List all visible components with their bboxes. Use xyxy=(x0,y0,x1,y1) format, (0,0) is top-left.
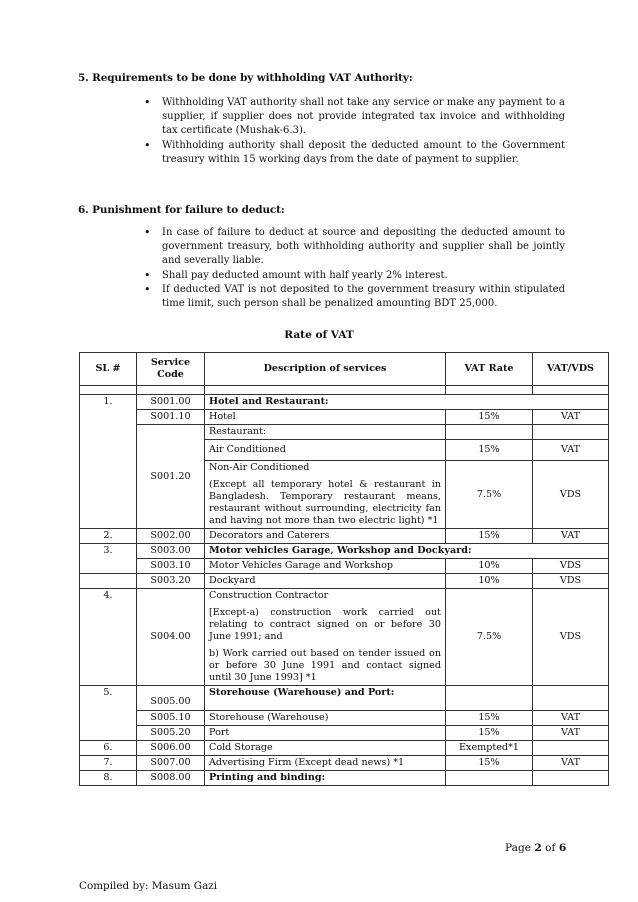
sl-cell: 3. xyxy=(80,544,137,574)
rate-cell xyxy=(446,686,533,711)
table-row xyxy=(80,559,609,574)
table-row xyxy=(80,410,609,425)
code-cell: S001.10 xyxy=(137,410,205,425)
desc-line: (Except all temporary hotel & restaurant in Bangladesh. Temporary restaurant means, restaurant without surrounding, electricity fan and having not more than two electric light) *1 xyxy=(209,479,441,526)
requirements-list xyxy=(147,96,565,167)
table-row xyxy=(80,771,609,786)
code-cell: S006.00 xyxy=(137,741,205,756)
desc-cell: Cold Storage xyxy=(205,741,446,756)
rate-of-vat-title: Rate of VAT xyxy=(284,329,354,341)
desc-cell: Hotel xyxy=(205,410,446,425)
list-item: • Shall pay deducted amount with half yearly 2% interest. xyxy=(147,269,565,283)
rate-cell: 15% xyxy=(446,726,533,741)
type-cell xyxy=(533,741,609,756)
rate-cell: 15% xyxy=(446,440,533,461)
sl-cell: 4. xyxy=(80,589,137,686)
code-cell: S004.00 xyxy=(137,589,205,686)
page-current: 2 xyxy=(534,842,542,854)
code-cell: S003.20 xyxy=(137,574,205,589)
page-prefix: Page xyxy=(505,842,535,854)
header-service-code: Service Code xyxy=(137,353,205,386)
list-item: • Withholding VAT authority shall not take any service or make any payment to a supplier, if supplier does not provide integrated tax invoice and withholding tax certificate (Mushak-6.3). xyxy=(147,96,565,139)
type-cell: VAT xyxy=(533,410,609,425)
desc-cell xyxy=(205,589,446,686)
desc-line: Construction Contractor xyxy=(209,590,329,601)
desc-cell: Storehouse (Warehouse) xyxy=(205,711,446,726)
table-row xyxy=(80,574,609,589)
table-row xyxy=(80,544,609,559)
desc-cell xyxy=(205,461,446,529)
code-cell: S003.10 xyxy=(137,559,205,574)
desc-line: Non-Air Conditioned xyxy=(209,462,310,473)
desc-cell: Decorators and Caterers xyxy=(205,529,446,544)
rate-cell: 15% xyxy=(446,756,533,771)
page-total: 6 xyxy=(558,842,567,854)
rate-cell: 10% xyxy=(446,574,533,589)
table-row xyxy=(80,425,609,440)
rate-cell: 7.5% xyxy=(446,461,533,529)
vat-rate-table xyxy=(79,352,609,786)
type-cell: VAT xyxy=(533,756,609,771)
sl-cell: 8. xyxy=(80,771,137,786)
desc-line: b) Work carried out based on tender issued on or before 30 June 1991 and contact signed until 30 June 1993] *1 xyxy=(209,648,441,683)
rate-cell: Exempted*1 xyxy=(446,741,533,756)
code-cell: S002.00 xyxy=(137,529,205,544)
desc-cell: Air Conditioned xyxy=(205,440,446,461)
rate-cell: 10% xyxy=(446,559,533,574)
desc-cell: Port xyxy=(205,726,446,741)
type-cell: VDS xyxy=(533,461,609,529)
code-cell: S003.00 xyxy=(137,544,205,559)
table-row xyxy=(80,741,609,756)
type-cell: VDS xyxy=(533,574,609,589)
sl-cell xyxy=(80,574,137,589)
sl-cell: 6. xyxy=(80,741,137,756)
desc-line: [Except-a) construction work carried out relating to contract signed on or before 30 June 1991; and xyxy=(209,607,441,642)
rate-cell: 15% xyxy=(446,410,533,425)
code-cell: S005.00 xyxy=(137,686,205,711)
section-heading-requirements: 5. Requirements to be done by withholding VAT Authority: xyxy=(78,72,413,84)
rate-cell xyxy=(446,425,533,440)
header-vat-rate: VAT Rate xyxy=(446,353,533,386)
code-cell: S005.20 xyxy=(137,726,205,741)
header-description: Description of services xyxy=(205,353,446,386)
code-cell: S007.00 xyxy=(137,756,205,771)
desc-cell: Advertising Firm (Except dead news) *1 xyxy=(205,756,446,771)
sl-cell: 1. xyxy=(80,395,137,529)
rate-cell: 15% xyxy=(446,529,533,544)
type-cell: VAT xyxy=(533,529,609,544)
type-cell: VDS xyxy=(533,589,609,686)
code-cell: S008.00 xyxy=(137,771,205,786)
header-sl: SL # xyxy=(80,353,137,386)
desc-cell: Motor vehicles Garage, Workshop and Dockyard: xyxy=(205,544,609,559)
desc-cell: Printing and binding: xyxy=(205,771,446,786)
code-cell: S001.00 xyxy=(137,395,205,410)
code-cell: S005.10 xyxy=(137,711,205,726)
desc-cell: Dockyard xyxy=(205,574,446,589)
type-cell: VAT xyxy=(533,711,609,726)
rate-cell xyxy=(446,771,533,786)
punishment-list xyxy=(147,226,565,311)
section-heading-punishment: 6. Punishment for failure to deduct: xyxy=(78,204,285,216)
type-cell xyxy=(533,686,609,711)
desc-cell: Motor Vehicles Garage and Workshop xyxy=(205,559,446,574)
desc-cell: Hotel and Restaurant: xyxy=(205,395,609,410)
spacer-row xyxy=(80,386,609,395)
type-cell: VAT xyxy=(533,726,609,741)
type-cell: VAT xyxy=(533,440,609,461)
table-row xyxy=(80,756,609,771)
table-header-row xyxy=(80,353,609,386)
list-item: • In case of failure to deduct at source and depositing the deducted amount to government treasury, both withholding authority and supplier shall be jointly and severally liable. xyxy=(147,226,565,269)
page-number xyxy=(505,842,566,854)
table-row xyxy=(80,589,609,686)
type-cell xyxy=(533,771,609,786)
rate-cell: 7.5% xyxy=(446,589,533,686)
compiled-by: Compiled by: Masum Gazi xyxy=(79,880,218,892)
table-row xyxy=(80,529,609,544)
type-cell xyxy=(533,425,609,440)
header-vat-vds: VAT/VDS xyxy=(533,353,609,386)
type-cell: VDS xyxy=(533,559,609,574)
sl-cell: 2. xyxy=(80,529,137,544)
sl-cell: 7. xyxy=(80,756,137,771)
list-item: • If deducted VAT is not deposited to the government treasury within stipulated time limit, such person shall be penalized amounting BDT 25,000. xyxy=(147,283,565,311)
page-mid: of xyxy=(541,842,559,854)
code-cell: S001.20 xyxy=(137,425,205,529)
desc-cell: Storehouse (Warehouse) and Port: xyxy=(205,686,446,711)
table-row xyxy=(80,686,609,711)
table-row xyxy=(80,726,609,741)
table-row xyxy=(80,395,609,410)
rate-cell: 15% xyxy=(446,711,533,726)
sl-cell: 5. xyxy=(80,686,137,741)
list-item: • Withholding authority shall deposit the deducted amount to the Government treasury within 15 working days from the date of payment to supplier. xyxy=(147,139,565,167)
desc-cell: Restaurant: xyxy=(205,425,446,440)
table-row xyxy=(80,711,609,726)
